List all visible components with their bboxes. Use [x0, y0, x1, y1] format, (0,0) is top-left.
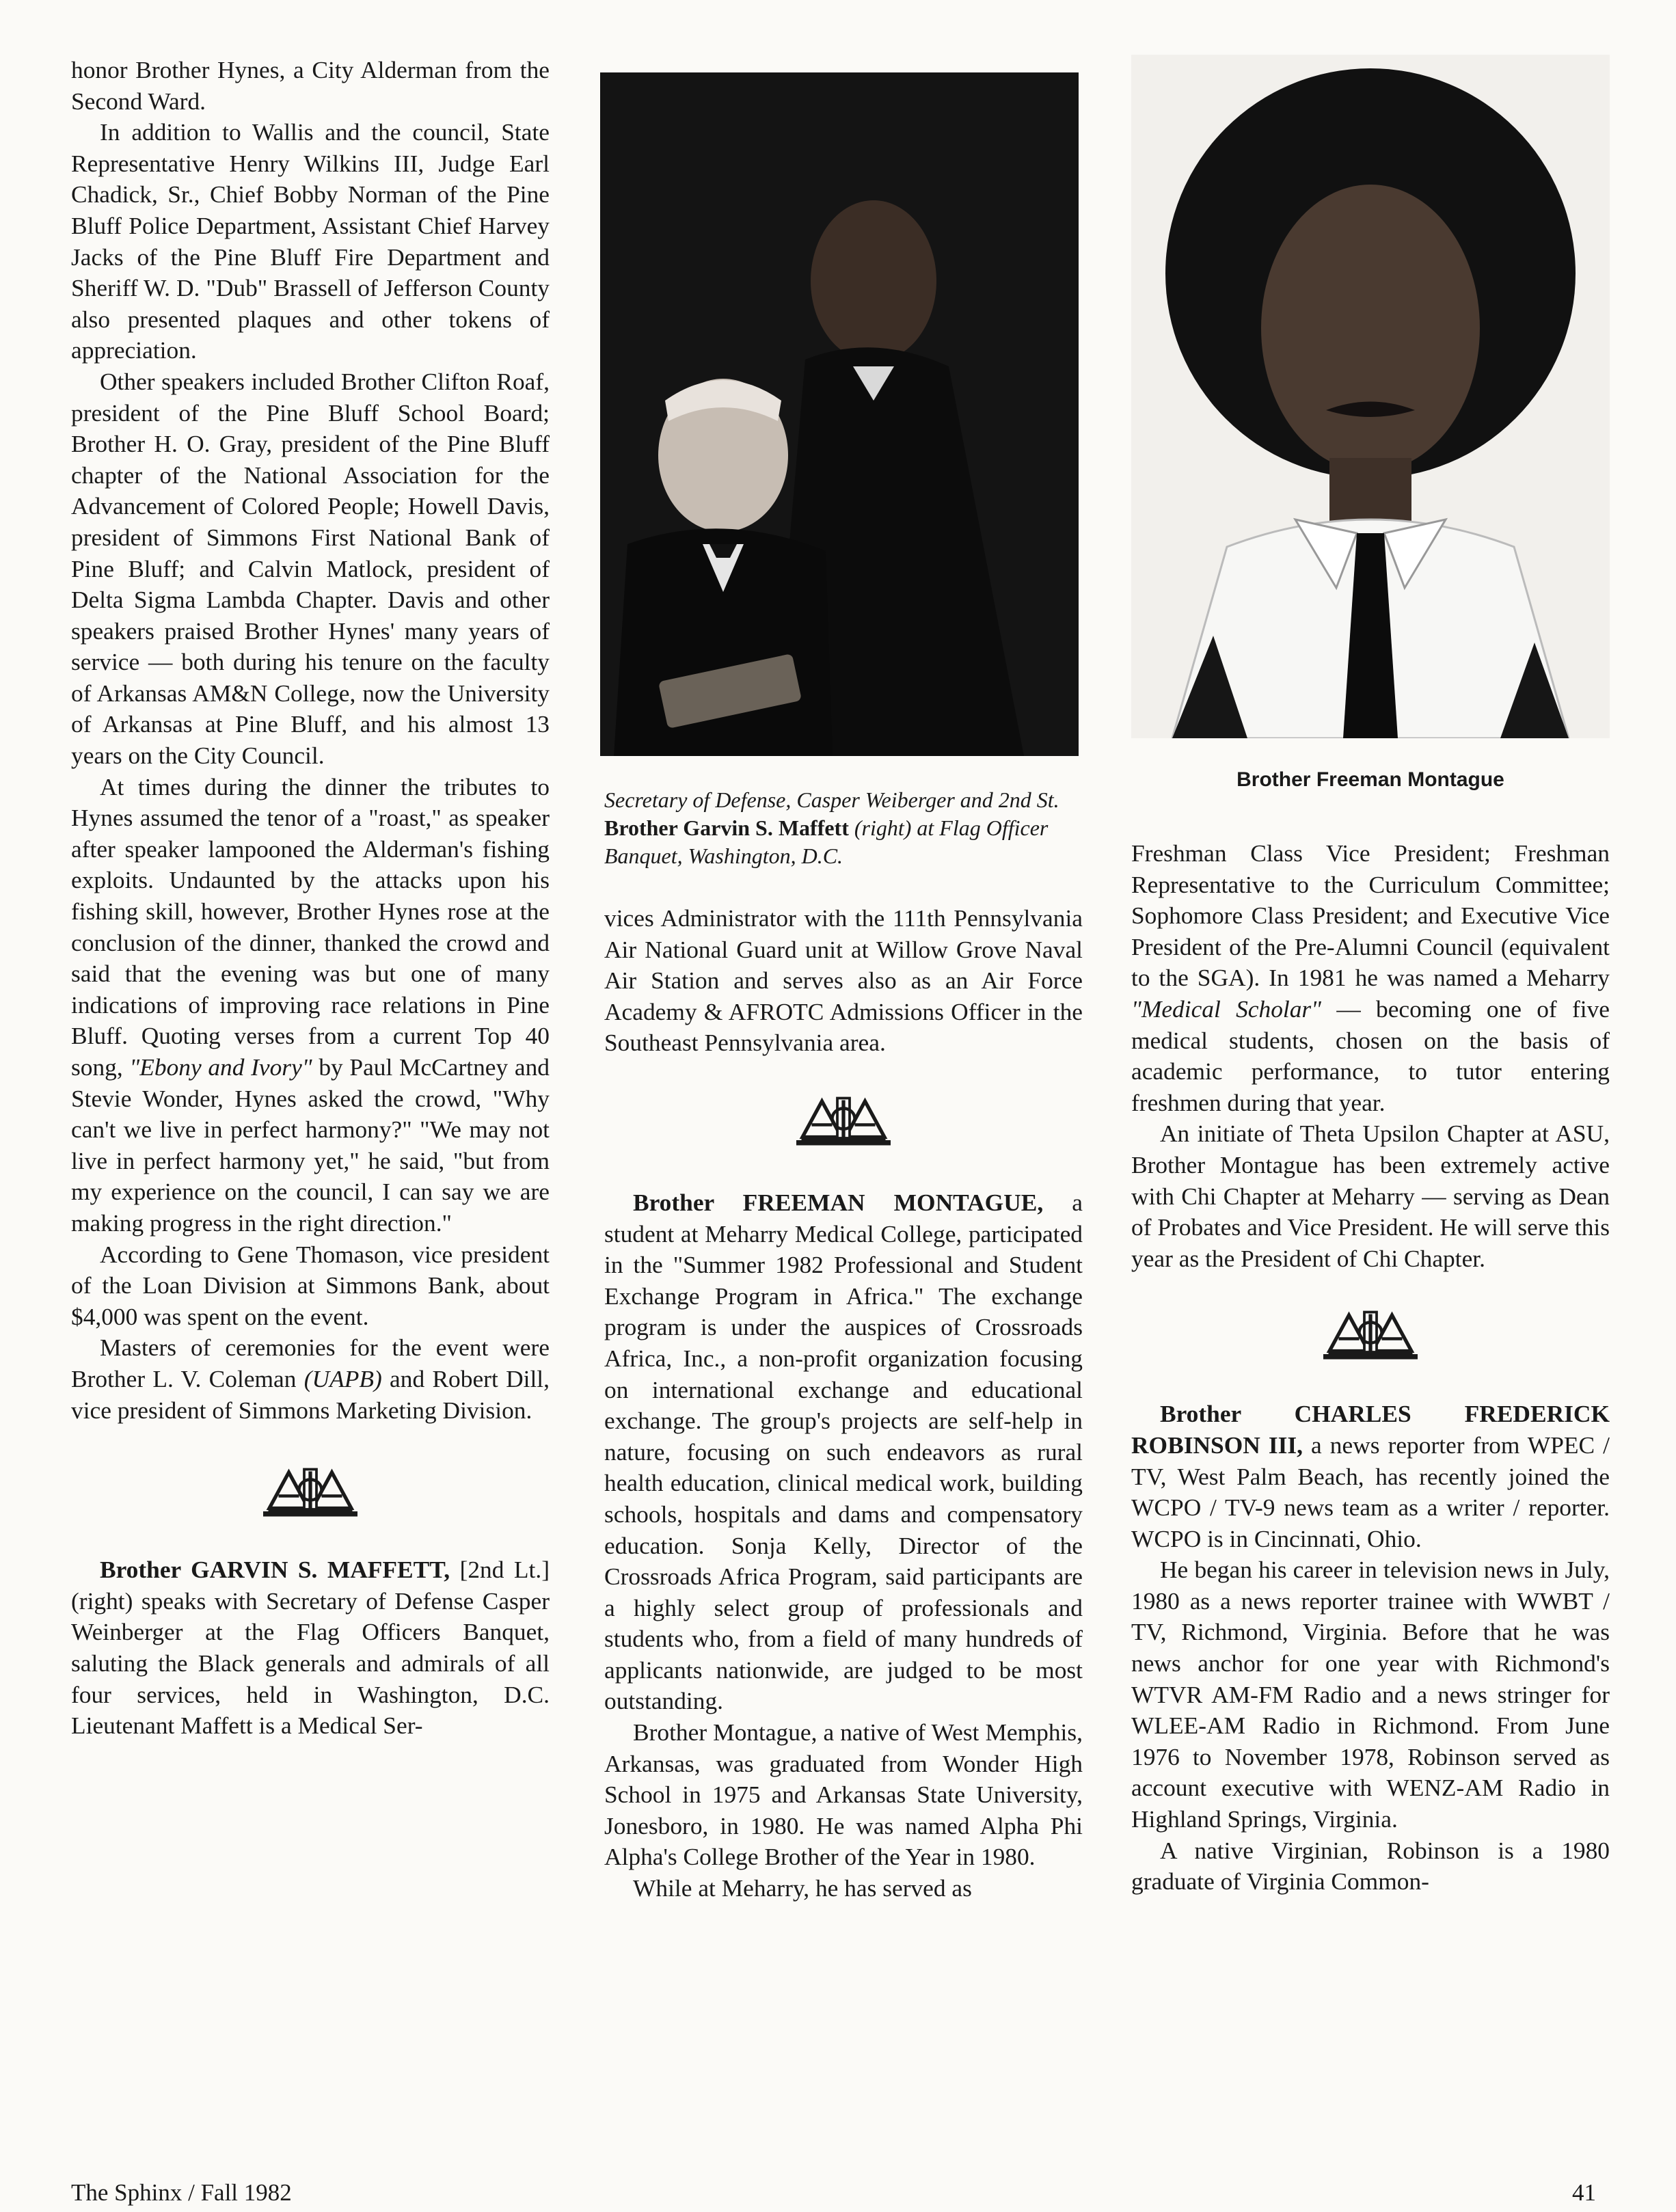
photo-caption: Brother Freeman Montague: [1236, 768, 1504, 791]
text-run: (right) at Flag Officer Banquet, Washington, D.C.: [604, 815, 1049, 868]
article-column-2: [604, 55, 1083, 1904]
paragraph: [71, 1332, 550, 1426]
article-column-1: [71, 55, 550, 1742]
banquet-photo-image: [600, 72, 1079, 756]
text-run: At times during the dinner the tributes to Hynes assumed the tenor of a "roast," as speaker after speaker lampooned the Alderman's fishing exploits. Undaunted by the attacks upon his fishing skill, however, Brother Hynes rose at the conclusion of the dinner, thanked the crowd and said that the evening was but one of many indications of improving race relations in Pine Bluff. Quoting verses from a current Top 40 song,: [71, 772, 550, 1081]
fraternity-emblem-icon: [792, 1094, 895, 1149]
banquet-photo: [600, 72, 1079, 756]
text-run: and Robert Dill, vice president of Simmons Marketing Division.: [71, 1364, 550, 1424]
text-run: a news reporter from WPEC / TV, West Palm Beach, has recently joined the WCPO / TV-9 news team as a writer / reporter. WCPO is in Cincinnati, Ohio.: [1131, 1431, 1610, 1552]
text-run: a student at Meharry Medical College, participated in the "Summer 1982 Professional and Student Exchange Program in Africa." The exchange program is under the auspices of Crossroads Africa, Inc., a non-profit organization focusing on international exchange and educational exchange. The group's projects are self-help in nature, focusing on such endeavors as rural health education, clinical medical work, building schools, hospitals and dams and compensatory education. Sonja Kelly, Director of the Crossroads Africa Program, said participants are a highly select group of professionals and students who, from a field of many hundreds of applicants nationwide, are judged to be most outstanding.: [604, 1188, 1083, 1715]
paragraph: While at Meharry, he has served as: [633, 1874, 972, 1902]
portrait-photo-image: [1131, 55, 1610, 738]
paragraph: [1131, 838, 1610, 1118]
paragraph: honor Brother Hynes, a City Alderman from the Second Ward.: [71, 56, 550, 115]
text-run: Freshman Class Vice President; Freshman Representative to the Curriculum Committee; Sophomore Class President; and Executive Vice President of the Pre-Alumni Council (equivalent to the SGA). In 1981 he was named a Meharry: [1131, 839, 1610, 992]
photo-caption: [604, 786, 1083, 870]
song-title: "Ebony and Ivory": [129, 1053, 312, 1081]
paragraph: [604, 1187, 1083, 1717]
paragraph: A native Virginian, Robinson is a 1980 graduate of Virginia Common-: [1131, 1836, 1610, 1896]
paragraph: An initiate of Theta Upsilon Chapter at ASU, Brother Montague has been extremely active with Chi Chapter at Meharry — serving as Dean of Probates and Vice President. He will serve this year as the President of Chi Chapter.: [1131, 1120, 1610, 1272]
paragraph: Other speakers included Brother Clifton Roaf, president of the Pine Bluff School Board; Brother H. O. Gray, president of the Pine Bluff chapter of the National Association for the Advancement of Colored People; Howell Davis, president of Simmons First National Bank of Pine Bluff; and Calvin Matlock, president of Delta Sigma Lambda Chapter. Davis and other speakers praised Brother Hynes' many years of service — both during his tenure on the faculty of Arkansas AM&N College, now the University of Arkansas at Pine Bluff, and his almost 13 years on the City Council.: [71, 367, 550, 770]
text-run: by Paul McCartney and Stevie Wonder, Hynes asked the crowd, "Why can't we live in perfect harmony?" "We may not live in perfect harmony yet," he said, "but from my experience on the council, I can say we are making progress in the right direction.": [71, 1053, 550, 1237]
paragraph: [71, 772, 550, 1239]
text-run: [2nd Lt.] (right) speaks with Secretary of Defense Casper Weinberger at the Flag Officers Banquet, saluting the Black generals and admirals of all four services, held in Washington, D.C. Lieutenant Maffett is a Medical Ser-: [71, 1556, 550, 1740]
person-name: Brother FREEMAN MONTAGUE,: [633, 1188, 1044, 1216]
fraternity-emblem-icon: [1319, 1308, 1422, 1363]
person-name: Brother Garvin S. Maffett: [604, 815, 849, 840]
honor-title: "Medical Scholar": [1131, 995, 1322, 1023]
fraternity-emblem-icon: [259, 1466, 362, 1520]
text-run: — becoming one of five medical students, chosen on the basis of academic performance, to tutor entering freshmen during that year.: [1131, 995, 1610, 1116]
page-number: 41: [1572, 2179, 1596, 2206]
text-run: Secretary of Defense, Casper Weiberger and 2nd St.: [604, 787, 1059, 812]
text-run: Masters of ceremonies for the event were Brother L. V. Coleman: [71, 1334, 550, 1392]
abbreviation: (UAPB): [303, 1364, 382, 1392]
portrait-photo: [1131, 55, 1610, 738]
article-column-3: [1131, 55, 1610, 1898]
paragraph: [71, 1554, 550, 1742]
paragraph: vices Administrator with the 111th Pennsylvania Air National Guard unit at Willow Grove Naval Air Station and serves also as an Air Force Academy & AFROTC Admissions Officer in the Southeast Pennsylvania area.: [604, 904, 1083, 1057]
paragraph: [1131, 1399, 1610, 1554]
person-name: Brother CHARLES FREDERICK ROBINSON III,: [1131, 1400, 1610, 1459]
paragraph: According to Gene Thomason, vice president of the Loan Division at Simmons Bank, about $4,000 was spent on the event.: [71, 1240, 550, 1330]
person-name: Brother GARVIN S. MAFFETT,: [100, 1556, 450, 1584]
paragraph: He began his career in television news in July, 1980 as a news reporter trainee with WWBT / TV, Richmond, Virginia. Before that he was news anchor for one year with Richmond's WTVR AM-FM Radio and a news stringer for WLEE-AM Radio in Richmond. From June 1976 to November 1978, Robinson served as account executive with WENZ-AM Radio in Highland Springs, Virginia.: [1131, 1556, 1610, 1833]
paragraph: In addition to Wallis and the council, State Representative Henry Wilkins III, Judge Earl Chadick, Sr., Chief Bobby Norman of the Pine Bluff Police Department, Assistant Chief Harvey Jacks of the Pine Bluff Fire Department and Sheriff W. D. "Dub" Brassell of Jefferson County also presented plaques and other tokens of appreciation.: [71, 118, 550, 364]
publication-footer: The Sphinx / Fall 1982: [71, 2179, 292, 2206]
paragraph: Brother Montague, a native of West Memphis, Arkansas, was graduated from Wonder High School in 1975 and Arkansas State University, Jonesboro, in 1980. He was named Alpha Phi Alpha's College Brother of the Year in 1980.: [604, 1718, 1083, 1871]
